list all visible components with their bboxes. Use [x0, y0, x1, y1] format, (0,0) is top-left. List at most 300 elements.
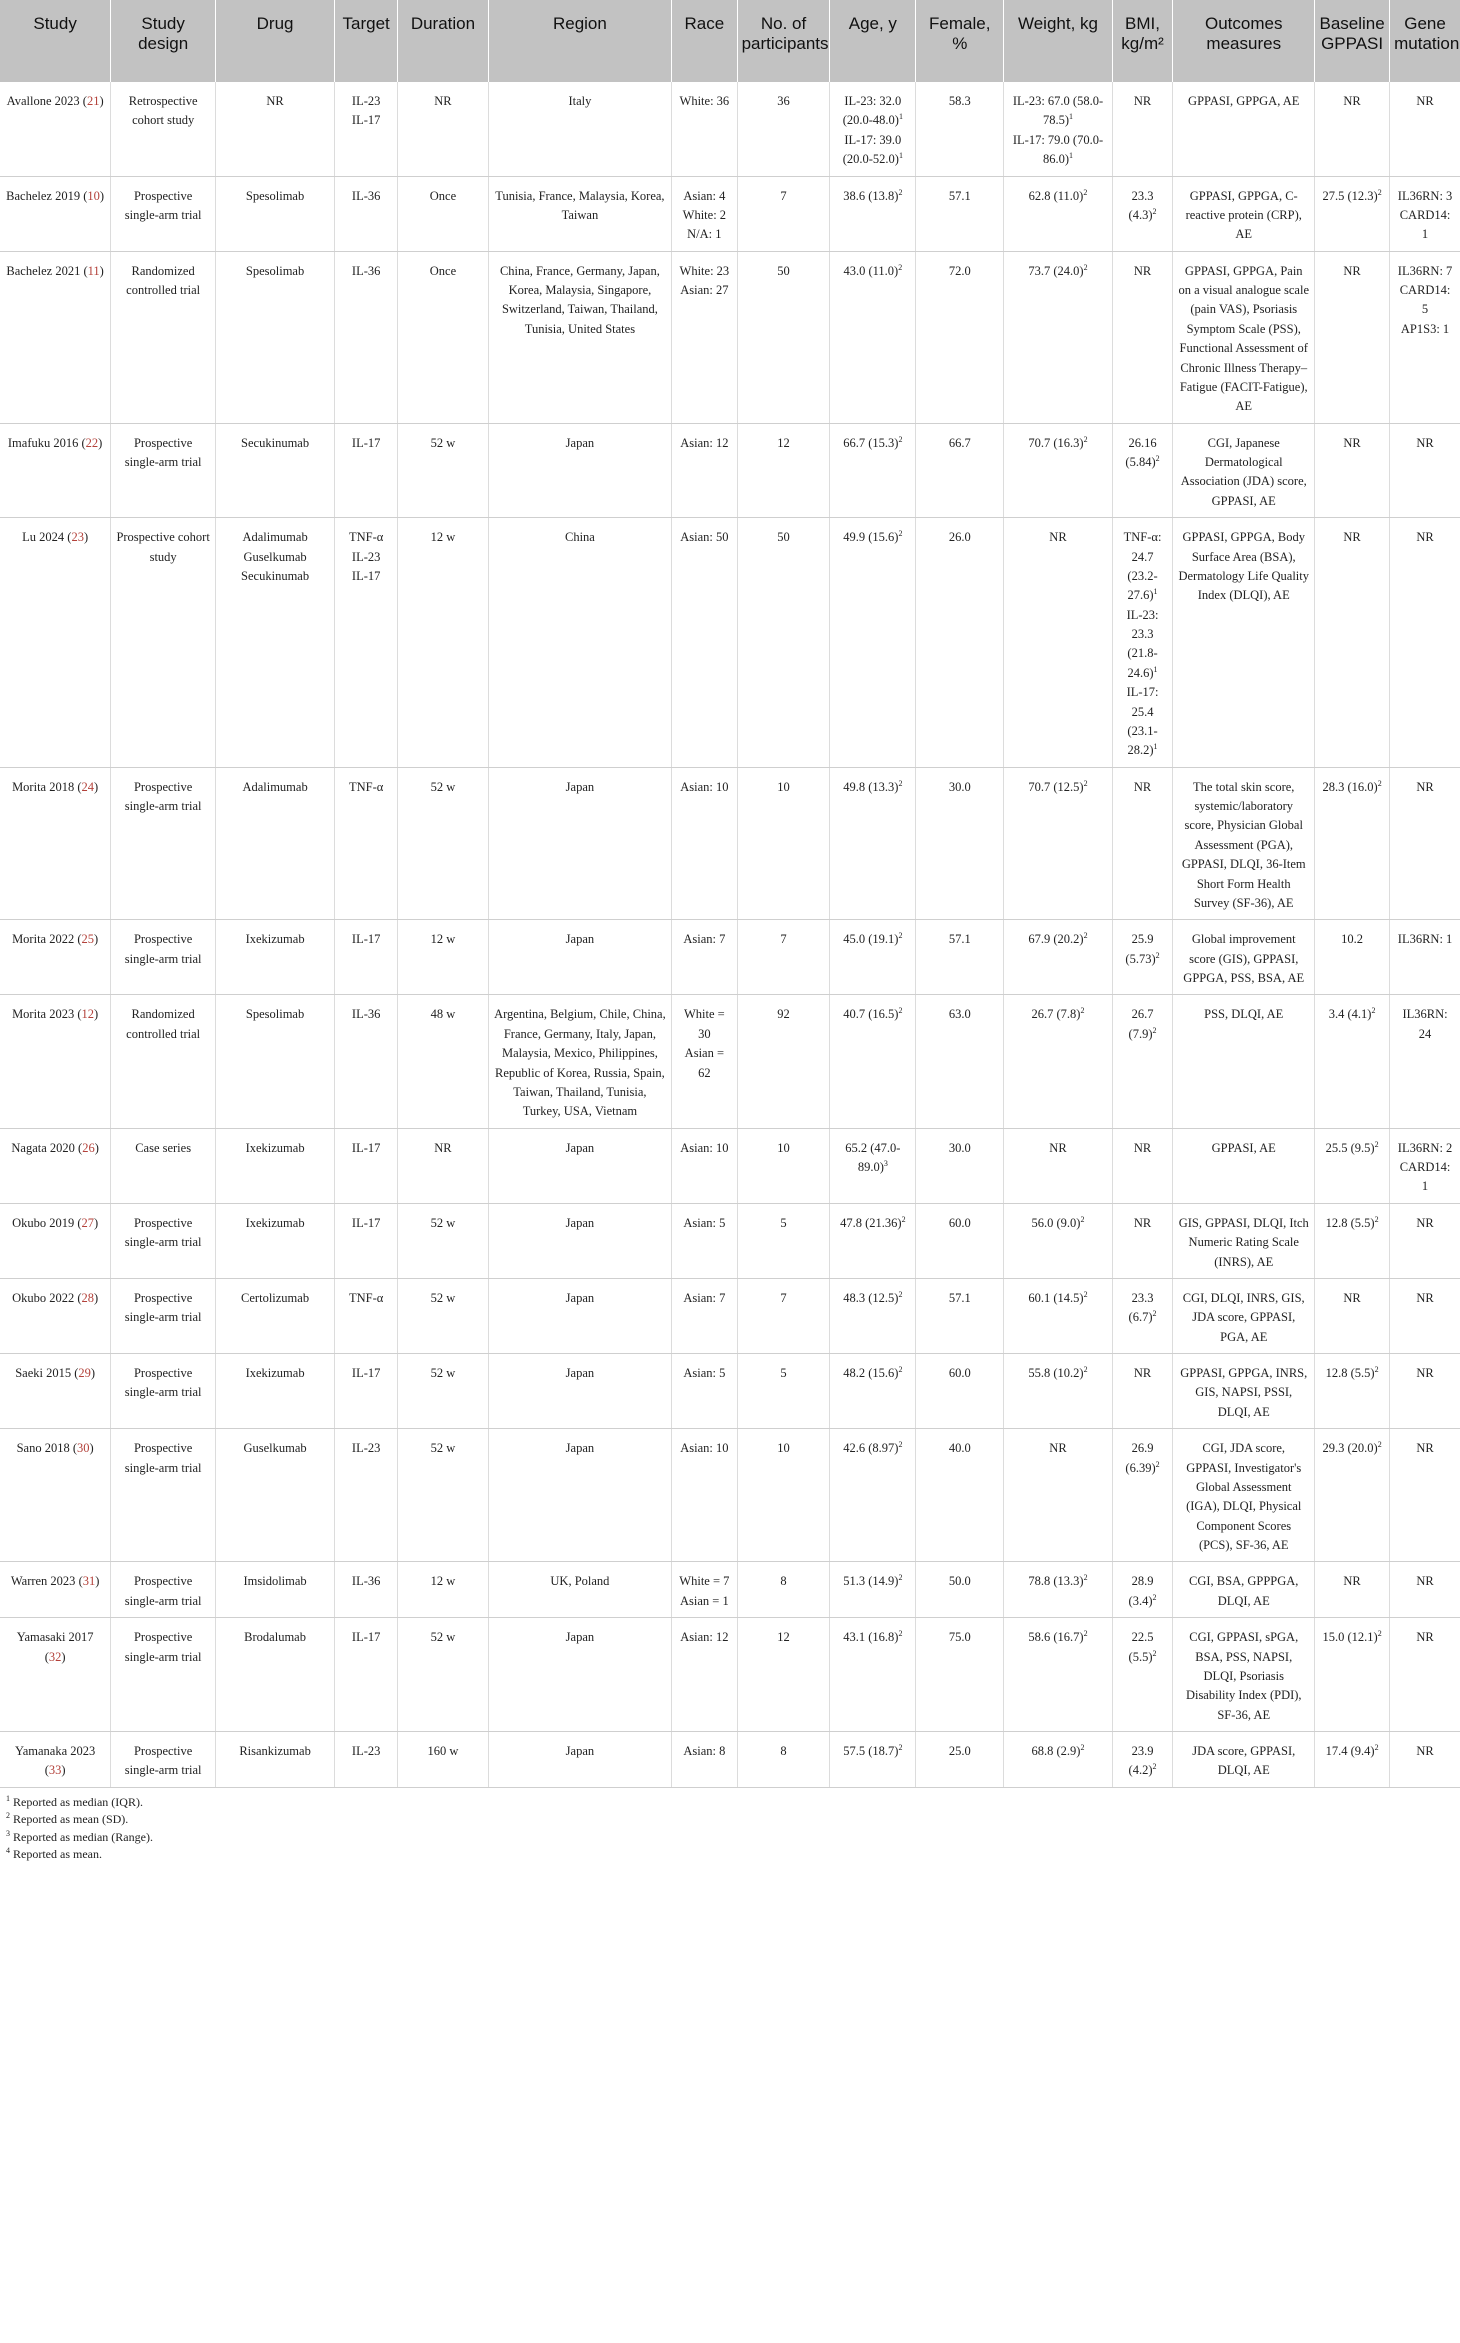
cell-bmi-text: 22.5 (5.5): [1128, 1630, 1154, 1664]
reference-link[interactable]: 25: [81, 932, 95, 947]
cell-region: Japan: [488, 1429, 671, 1562]
cell-female: 58.3: [916, 82, 1004, 176]
cell-participants: 7: [737, 920, 830, 995]
cell-age-text: 66.7 (15.3): [843, 435, 899, 450]
study-name: Morita 2018: [12, 779, 75, 794]
cell-baseline-gppasi-value: [1320, 92, 1384, 111]
footnote-mark: 2: [898, 931, 903, 941]
cell-drug-line: Guselkumab: [243, 1441, 307, 1456]
cell-baseline-gppasi-text: 27.5 (12.3): [1322, 188, 1378, 203]
cell-baseline-gppasi: [1315, 1618, 1390, 1732]
footnote-text: Reported as mean.: [13, 1846, 102, 1861]
cell-drug: [216, 1278, 335, 1353]
cell-gene-mutation-line: NR: [1416, 1574, 1434, 1589]
cell-weight-text: 73.7 (24.0): [1028, 263, 1084, 278]
cell-baseline-gppasi-value: [1320, 1439, 1384, 1458]
cell-target-line: TNF-α: [349, 530, 384, 545]
cell-region: Japan: [488, 1278, 671, 1353]
cell-target-line: IL-17: [351, 1215, 381, 1230]
cell-bmi-value: [1118, 1289, 1168, 1328]
cell-duration: 12 w: [398, 1562, 489, 1618]
cell-weight-text: 55.8 (10.2): [1028, 1366, 1084, 1380]
cell-region: Japan: [488, 1618, 671, 1732]
cell-weight: [1004, 1732, 1112, 1788]
header-study: Study: [0, 0, 111, 82]
cell-weight-value: [1009, 930, 1106, 949]
footnote-mark: 2: [1374, 1139, 1379, 1149]
cell-region: UK, Poland: [488, 1562, 671, 1618]
cell-bmi-value: [1118, 778, 1168, 797]
cell-drug-line: Ixekizumab: [245, 1215, 305, 1230]
cell-weight-text: 62.8 (11.0): [1028, 188, 1084, 203]
cell-duration: 52 w: [398, 423, 489, 518]
cell-drug-line: Ixekizumab: [245, 1140, 305, 1155]
cell-study-design: Prospective single-arm trial: [111, 920, 216, 995]
cell-race-line: Asian: 7: [683, 932, 726, 947]
cell-baseline-gppasi-value: [1320, 1289, 1384, 1308]
cell-race-line: Asian = 62: [684, 1046, 725, 1080]
cell-female: 40.0: [916, 1429, 1004, 1562]
cell-gene-mutation: [1390, 1429, 1460, 1562]
footnote-mark: 2: [898, 778, 903, 788]
reference-link[interactable]: 21: [86, 94, 100, 108]
cell-bmi: [1112, 995, 1173, 1128]
cell-baseline-gppasi-value: [1320, 1628, 1384, 1647]
cell-age-value: [835, 1628, 910, 1647]
cell-outcomes: GPPASI, GPPGA, Pain on a visual analogue scale (pain VAS), Psoriasis Symptom Scale (PSS), Functional Assessment of Chronic Illness Therapy–Fatigue (FACIT-Fatigue), AE: [1173, 251, 1315, 423]
cell-bmi: [1112, 920, 1173, 995]
cell-age-value: [835, 930, 910, 949]
cell-race: [672, 1354, 737, 1429]
cell-age-value: [835, 1005, 910, 1024]
footnote-text: Reported as mean (SD).: [13, 1812, 129, 1827]
cell-bmi: [1112, 82, 1173, 176]
cell-study: Yamasaki 2017 (32): [0, 1618, 111, 1732]
cell-age-text: 48.2 (15.6): [843, 1366, 899, 1380]
study-name: Nagata 2020: [11, 1140, 75, 1155]
cell-race: [672, 1429, 737, 1562]
cell-gene-mutation-line: CARD14: 1: [1399, 1160, 1451, 1194]
cell-age: [830, 1203, 916, 1278]
table-row: [0, 1618, 1460, 1732]
reference-link[interactable]: 31: [82, 1574, 96, 1589]
cell-drug: [216, 1429, 335, 1562]
cell-race: [672, 920, 737, 995]
cell-baseline-gppasi: [1315, 1354, 1390, 1429]
cell-bmi-value: [1118, 187, 1168, 226]
cell-baseline-gppasi-value: [1320, 778, 1384, 797]
cell-bmi-text: NR: [1133, 263, 1152, 278]
cell-race-line: N/A: 1: [687, 227, 722, 242]
cell-gene-mutation: [1390, 176, 1460, 251]
cell-bmi-value: [1118, 1139, 1168, 1158]
cell-gene-mutation-line: NR: [1416, 1744, 1434, 1758]
cell-study-design: Randomized controlled trial: [111, 995, 216, 1128]
cell-region: China: [488, 518, 671, 768]
cell-weight-value: [1009, 131, 1106, 170]
cell-drug: [216, 423, 335, 518]
cell-race: [672, 176, 737, 251]
footnote: [6, 1794, 1460, 1811]
cell-baseline-gppasi-text: 29.3 (20.0): [1322, 1441, 1378, 1456]
cell-baseline-gppasi: [1315, 1429, 1390, 1562]
cell-bmi-value: [1118, 1005, 1168, 1044]
cell-study-design: Prospective single-arm trial: [111, 1429, 216, 1562]
footnote-mark: 2: [1152, 1762, 1157, 1772]
table-row: [0, 176, 1460, 251]
cell-study-design: Prospective single-arm trial: [111, 1562, 216, 1618]
cell-weight-value: [1009, 1005, 1106, 1024]
cell-age: [830, 995, 916, 1128]
cell-participants: 50: [737, 251, 830, 423]
cell-race: [672, 82, 737, 176]
cell-duration: 160 w: [398, 1732, 489, 1788]
cell-baseline-gppasi: [1315, 1278, 1390, 1353]
cell-female: 57.1: [916, 1278, 1004, 1353]
cell-target: [335, 176, 398, 251]
study-name: Bachelez 2021: [6, 263, 81, 278]
reference-link[interactable]: 23: [71, 530, 84, 545]
cell-weight: [1004, 920, 1112, 995]
cell-study: Sano 2018 (30): [0, 1429, 111, 1562]
footnote-mark: 2: [1083, 778, 1088, 788]
cell-drug-line: Certolizumab: [241, 1290, 310, 1305]
cell-race-line: Asian: 27: [680, 283, 729, 297]
cell-target: [335, 995, 398, 1128]
cell-female: 63.0: [916, 995, 1004, 1128]
cell-weight-text: 70.7 (12.5): [1028, 779, 1084, 794]
cell-weight-text: 67.9 (20.2): [1028, 932, 1084, 947]
cell-target: [335, 251, 398, 423]
cell-gene-mutation: [1390, 1562, 1460, 1618]
cell-duration: NR: [398, 1128, 489, 1203]
reference-link[interactable]: 11: [87, 263, 100, 278]
cell-age-value: [835, 1364, 910, 1383]
cell-region: Italy: [488, 82, 671, 176]
cell-age-text: 42.6 (8.97): [843, 1441, 899, 1456]
cell-bmi-text: 23.3 (4.3): [1128, 188, 1154, 222]
cell-gene-mutation: [1390, 920, 1460, 995]
cell-region: Japan: [488, 423, 671, 518]
reference-link[interactable]: 29: [78, 1366, 91, 1380]
cell-participants: 7: [737, 1278, 830, 1353]
cell-study-design: Randomized controlled trial: [111, 251, 216, 423]
cell-baseline-gppasi-value: [1320, 1139, 1384, 1158]
cell-bmi-text: TNF-α: 24.7 (23.2-27.6): [1123, 530, 1162, 603]
footnote-mark: 2: [1377, 1628, 1382, 1638]
cell-duration: Once: [398, 251, 489, 423]
cell-study-design: Prospective single-arm trial: [111, 1203, 216, 1278]
cell-age: [830, 1128, 916, 1203]
cell-target: [335, 1732, 398, 1788]
cell-drug-line: NR: [266, 94, 284, 108]
cell-weight-value: [1009, 1289, 1106, 1308]
cell-target: [335, 1278, 398, 1353]
cell-bmi-text: 26.16 (5.84): [1125, 435, 1157, 469]
table-row: [0, 1203, 1460, 1278]
cell-weight-value: [1009, 1364, 1106, 1383]
study-name: Okubo 2022: [12, 1290, 75, 1305]
reference-link[interactable]: 33: [48, 1763, 62, 1778]
cell-drug: [216, 995, 335, 1128]
table-row: [0, 1278, 1460, 1353]
cell-drug-line: Risankizumab: [239, 1744, 311, 1758]
cell-weight-text: 60.1 (14.5): [1028, 1290, 1084, 1305]
cell-duration: 52 w: [398, 1618, 489, 1732]
cell-baseline-gppasi-value: [1320, 1214, 1384, 1233]
footnote-mark: 1: [1153, 664, 1158, 674]
cell-outcomes: GIS, GPPASI, DLQI, Itch Numeric Rating Scale (INRS), AE: [1173, 1203, 1315, 1278]
footnote-mark: 2: [901, 1214, 906, 1224]
cell-female: 60.0: [916, 1354, 1004, 1429]
footnote-mark: 2: [6, 1811, 10, 1821]
cell-target-line: IL-17: [351, 1140, 381, 1155]
cell-weight: [1004, 518, 1112, 768]
cell-gene-mutation-line: NR: [1416, 1215, 1434, 1230]
reference-link[interactable]: 30: [77, 1441, 90, 1456]
cell-baseline-gppasi-value: [1320, 1572, 1384, 1591]
study-name: Avallone 2023: [6, 94, 80, 108]
study-name: Bachelez 2019: [6, 188, 81, 203]
cell-age: [830, 920, 916, 995]
cell-weight: [1004, 1278, 1112, 1353]
cell-weight-value: [1009, 1439, 1106, 1458]
footnote-mark: 2: [898, 1573, 903, 1583]
cell-outcomes: CGI, DLQI, INRS, GIS, JDA score, GPPASI, PGA, AE: [1173, 1278, 1315, 1353]
cell-female: 26.0: [916, 518, 1004, 768]
cell-age-text: 45.0 (19.1): [843, 932, 899, 947]
cell-bmi: [1112, 1354, 1173, 1429]
cell-baseline-gppasi-value: [1320, 434, 1384, 453]
cell-study: Bachelez 2021 (11): [0, 251, 111, 423]
cell-bmi-value: [1118, 262, 1168, 281]
cell-baseline-gppasi: [1315, 920, 1390, 995]
cell-duration: 52 w: [398, 1429, 489, 1562]
cell-race-line: Asian: 5: [683, 1215, 726, 1230]
cell-female: 50.0: [916, 1562, 1004, 1618]
cell-duration: Once: [398, 176, 489, 251]
header-duration: Duration: [398, 0, 489, 82]
cell-drug: [216, 251, 335, 423]
cell-bmi-text: NR: [1133, 94, 1152, 108]
cell-duration: 12 w: [398, 920, 489, 995]
cell-baseline-gppasi-text: 17.4 (9.4): [1325, 1744, 1375, 1758]
cell-race: [672, 767, 737, 920]
study-name: Yamanaka 2023: [14, 1744, 96, 1758]
reference-link[interactable]: 32: [48, 1649, 62, 1664]
footnote-mark: 2: [1080, 1006, 1085, 1016]
cell-study-design: Prospective single-arm trial: [111, 176, 216, 251]
cell-baseline-gppasi-text: NR: [1343, 435, 1361, 450]
cell-weight-text: 70.7 (16.3): [1028, 435, 1084, 450]
cell-target: [335, 1203, 398, 1278]
cell-participants: 7: [737, 176, 830, 251]
cell-bmi: [1112, 423, 1173, 518]
cell-drug: [216, 1618, 335, 1732]
cell-race-line: Asian: 12: [680, 435, 729, 450]
footnote-mark: 2: [898, 1289, 903, 1299]
cell-baseline-gppasi-text: 10.2: [1341, 932, 1364, 947]
cell-study-design: Prospective single-arm trial: [111, 1732, 216, 1788]
study-name: Lu 2024: [22, 530, 65, 545]
cell-age-text: 65.2 (47.0-89.0): [845, 1140, 901, 1174]
table-row: [0, 82, 1460, 176]
cell-target: [335, 1562, 398, 1618]
cell-outcomes: CGI, GPPASI, sPGA, BSA, PSS, NAPSI, DLQI, Psoriasis Disability Index (PDI), SF-36, AE: [1173, 1618, 1315, 1732]
cell-gene-mutation: [1390, 767, 1460, 920]
cell-outcomes: GPPASI, AE: [1173, 1128, 1315, 1203]
cell-gene-mutation-line: IL36RN: 7: [1397, 263, 1453, 278]
cell-race-line: Asian: 5: [683, 1366, 726, 1380]
header-weight: Weight, kg: [1004, 0, 1112, 82]
reference-link[interactable]: 27: [81, 1215, 95, 1230]
footnote-mark: 4: [6, 1845, 10, 1855]
cell-weight-text: 68.8 (2.9): [1031, 1744, 1081, 1758]
footnote: [6, 1846, 1460, 1863]
cell-age-text: 49.8 (13.3): [843, 779, 899, 794]
cell-outcomes: GPPASI, GPPGA, C-reactive protein (CRP), AE: [1173, 176, 1315, 251]
cell-baseline-gppasi: [1315, 767, 1390, 920]
cell-gene-mutation-line: NR: [1416, 1366, 1434, 1380]
cell-study-design: Retrospective cohort study: [111, 82, 216, 176]
cell-drug: [216, 1354, 335, 1429]
cell-study-design: Prospective single-arm trial: [111, 1278, 216, 1353]
cell-study: Nagata 2020 (26): [0, 1128, 111, 1203]
cell-duration: NR: [398, 82, 489, 176]
cell-study-design: Case series: [111, 1128, 216, 1203]
table-body: [0, 82, 1460, 1787]
cell-age-text: 47.8 (21.36): [840, 1215, 902, 1230]
cell-bmi-value: [1118, 606, 1168, 684]
cell-race-line: Asian: 12: [680, 1630, 729, 1645]
cell-study: Morita 2022 (25): [0, 920, 111, 995]
cell-region: Japan: [488, 1128, 671, 1203]
cell-participants: 36: [737, 82, 830, 176]
cell-duration: 52 w: [398, 767, 489, 920]
cell-bmi: [1112, 518, 1173, 768]
cell-drug-line: Adalimumab: [242, 530, 308, 545]
cell-gene-mutation: [1390, 1618, 1460, 1732]
cell-age-value: [835, 187, 910, 206]
reference-link[interactable]: 22: [85, 435, 99, 450]
footnote-mark: 2: [1152, 1592, 1157, 1602]
cell-study-design: Prospective single-arm trial: [111, 1618, 216, 1732]
cell-bmi-value: [1118, 930, 1168, 969]
reference-link[interactable]: 24: [81, 779, 95, 794]
cell-race: [672, 518, 737, 768]
cell-drug-line: Spesolimab: [245, 263, 305, 278]
cell-target-line: IL-17: [351, 1366, 381, 1380]
cell-baseline-gppasi: [1315, 518, 1390, 768]
reference-link[interactable]: 28: [81, 1290, 95, 1305]
reference-link[interactable]: 12: [81, 1007, 95, 1022]
cell-race-line: Asian: 8: [683, 1744, 726, 1758]
cell-age-text: 49.9 (15.6): [843, 530, 899, 545]
cell-gene-mutation: [1390, 1732, 1460, 1788]
cell-study: Imafuku 2016 (22): [0, 423, 111, 518]
cell-bmi: [1112, 1618, 1173, 1732]
reference-link[interactable]: 10: [87, 188, 100, 203]
footnote-mark: 2: [1377, 187, 1382, 197]
cell-race: [672, 1278, 737, 1353]
cell-female: 30.0: [916, 1128, 1004, 1203]
cell-region: Tunisia, France, Malaysia, Korea, Taiwan: [488, 176, 671, 251]
cell-weight: [1004, 995, 1112, 1128]
cell-race-line: Asian: 10: [680, 779, 729, 794]
footnote-mark: 3: [883, 1158, 888, 1168]
cell-weight-text: NR: [1049, 1441, 1067, 1456]
cell-baseline-gppasi-text: NR: [1343, 530, 1361, 545]
cell-baseline-gppasi-value: [1320, 262, 1384, 281]
table-row: [0, 1429, 1460, 1562]
cell-gene-mutation-line: NR: [1416, 1630, 1434, 1645]
footnote-mark: 2: [898, 1364, 903, 1374]
cell-study: Avallone 2023 (21): [0, 82, 111, 176]
cell-race-line: Asian = 1: [679, 1593, 729, 1608]
cell-bmi-value: [1118, 528, 1168, 606]
cell-race: [672, 1128, 737, 1203]
cell-outcomes: The total skin score, systemic/laboratory score, Physician Global Assessment (PGA), GPPASI, DLQI, 36-Item Short Form Health Survey (SF-36), AE: [1173, 767, 1315, 920]
footnote-mark: 2: [1155, 453, 1160, 463]
cell-race-line: White = 30: [683, 1007, 725, 1041]
cell-gene-mutation-line: IL36RN: 3: [1397, 188, 1453, 203]
cell-weight: [1004, 1429, 1112, 1562]
cell-participants: 10: [737, 1429, 830, 1562]
cell-bmi-text: NR: [1133, 1140, 1152, 1155]
cell-region: China, France, Germany, Japan, Korea, Malaysia, Singapore, Switzerland, Taiwan, Thailand, Tunisia, United States: [488, 251, 671, 423]
cell-bmi-value: [1118, 1439, 1168, 1478]
cell-bmi: [1112, 1732, 1173, 1788]
cell-bmi-value: [1118, 1214, 1168, 1233]
cell-weight-value: [1009, 1572, 1106, 1591]
cell-bmi: [1112, 1128, 1173, 1203]
cell-participants: 10: [737, 767, 830, 920]
footnote-mark: 2: [1083, 187, 1088, 197]
table-row: [0, 1128, 1460, 1203]
cell-age-value: [835, 434, 910, 453]
cell-baseline-gppasi: [1315, 1562, 1390, 1618]
cell-age-text: 48.3 (12.5): [843, 1290, 899, 1305]
cell-bmi: [1112, 1278, 1173, 1353]
cell-age-value: [835, 92, 910, 131]
cell-weight-text: NR: [1049, 1140, 1067, 1155]
cell-baseline-gppasi: [1315, 176, 1390, 251]
study-name: Morita 2022: [12, 932, 75, 947]
header-drug: Drug: [216, 0, 335, 82]
footnote-mark: 2: [898, 434, 903, 444]
cell-age: [830, 1354, 916, 1429]
cell-region: Argentina, Belgium, Chile, China, France, Germany, Italy, Japan, Malaysia, Mexico, Philippines, Republic of Korea, Russia, Spain, Taiwan, Thailand, Tunisia, Turkey, USA, Vietnam: [488, 995, 671, 1128]
table-row: [0, 423, 1460, 518]
cell-gene-mutation: [1390, 1278, 1460, 1353]
cell-target: [335, 1354, 398, 1429]
cell-bmi-text: IL-23: 23.3 (21.8-24.6): [1126, 607, 1159, 680]
cell-race: [672, 1562, 737, 1618]
cell-age-value: [835, 1214, 910, 1233]
cell-bmi: [1112, 1203, 1173, 1278]
cell-baseline-gppasi-text: NR: [1343, 1290, 1361, 1305]
cell-study: Okubo 2019 (27): [0, 1203, 111, 1278]
cell-race-line: Asian: 10: [680, 1140, 729, 1155]
table-row: [0, 1732, 1460, 1788]
header-target: Target: [335, 0, 398, 82]
footnote-mark: 2: [1377, 778, 1382, 788]
study-name: Sano 2018: [16, 1441, 70, 1456]
reference-link[interactable]: 26: [82, 1140, 95, 1155]
cell-bmi-text: 26.7 (7.9): [1128, 1007, 1154, 1041]
cell-study-design: Prospective cohort study: [111, 518, 216, 768]
header-outcomes: Outcomes measures: [1173, 0, 1315, 82]
